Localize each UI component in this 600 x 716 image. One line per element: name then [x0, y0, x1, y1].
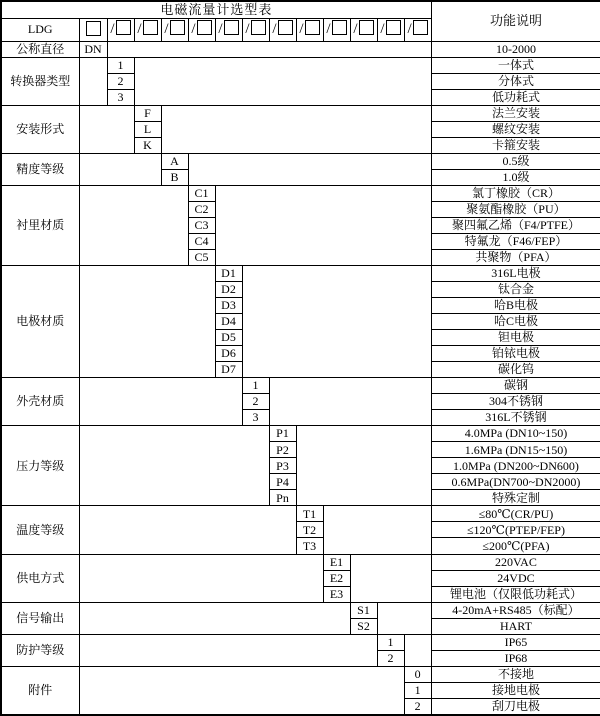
slash-separator: /: [191, 21, 196, 38]
blank-area: [188, 153, 431, 185]
option-code: 2: [377, 650, 404, 666]
empty-box-icon: [143, 20, 158, 35]
table-body: [1, 1, 600, 715]
option-code: T3: [296, 538, 323, 554]
option-description: 特氟龙（F46/FEP）: [431, 233, 600, 249]
table-row: [1, 506, 600, 522]
option-description: 24VDC: [431, 570, 600, 586]
option-code: E1: [323, 554, 350, 570]
table-row: [1, 378, 600, 394]
option-code: D5: [215, 330, 242, 346]
table-row: [1, 602, 600, 618]
table-row: [1, 265, 600, 281]
slash-separator: /: [110, 21, 115, 38]
option-description: 刮刀电极: [431, 698, 600, 715]
model-box-cell: [188, 18, 215, 41]
option-description: 316L电极: [431, 265, 600, 281]
option-description: ≤200℃(PFA): [431, 538, 600, 554]
slash-separator: /: [326, 21, 331, 38]
empty-box-icon: [359, 20, 374, 35]
slash-separator: /: [353, 21, 358, 38]
option-code: 3: [242, 410, 269, 426]
table-row: [1, 634, 600, 650]
model-box-cell: [215, 18, 242, 41]
blank-area: [404, 634, 431, 666]
option-code: 1: [404, 682, 431, 698]
blank-area: [350, 554, 431, 602]
option-description: 哈C电极: [431, 314, 600, 330]
slash-separator: /: [380, 21, 385, 38]
option-code: E3: [323, 586, 350, 602]
option-description: 钽电极: [431, 330, 600, 346]
option-description: 0.5级: [431, 153, 600, 169]
option-description: 4-20mA+RS485（标配）: [431, 602, 600, 618]
option-code: 1: [107, 57, 134, 73]
table-row: [1, 105, 600, 121]
slash-separator: /: [272, 21, 277, 38]
model-box-cell: [377, 18, 404, 41]
option-code: P3: [269, 458, 296, 474]
table-row: [1, 554, 600, 570]
blank-area: [79, 426, 269, 506]
option-description: 螺纹安装: [431, 121, 600, 137]
option-code: D3: [215, 298, 242, 314]
section-label: 外壳材质: [1, 378, 79, 426]
option-code: E2: [323, 570, 350, 586]
option-code: 2: [107, 73, 134, 89]
section-label: 压力等级: [1, 426, 79, 506]
model-box-cell: [404, 18, 431, 41]
blank-area: [296, 426, 431, 506]
blank-area: [242, 265, 431, 377]
blank-area: [269, 378, 431, 426]
option-description: 一体式: [431, 57, 600, 73]
table-row: [1, 153, 600, 169]
option-code: B: [161, 169, 188, 185]
option-code: D4: [215, 314, 242, 330]
option-description: 聚氨酯橡胶（PU）: [431, 201, 600, 217]
option-code: 3: [107, 89, 134, 105]
option-description: 法兰安装: [431, 105, 600, 121]
option-description: 钛合金: [431, 281, 600, 297]
empty-box-icon: [224, 20, 239, 35]
empty-box-icon: [305, 20, 320, 35]
blank-area: [79, 506, 296, 554]
option-description: 铂铱电极: [431, 346, 600, 362]
option-description: IP65: [431, 634, 600, 650]
option-description: 接地电极: [431, 682, 600, 698]
empty-box-icon: [413, 20, 428, 35]
blank-area: [323, 506, 431, 554]
option-description: IP68: [431, 650, 600, 666]
table-row: [1, 1, 600, 18]
option-description: 共聚物（PFA）: [431, 249, 600, 265]
option-description: 1.0级: [431, 169, 600, 185]
option-description: 316L不锈钢: [431, 410, 600, 426]
option-description: 1.6MPa (DN15~150): [431, 442, 600, 458]
blank-area: [79, 185, 188, 265]
diameter-desc: 10-2000: [431, 41, 600, 57]
option-description: 分体式: [431, 73, 600, 89]
option-code: T2: [296, 522, 323, 538]
option-description: 不接地: [431, 666, 600, 682]
section-label: 防护等级: [1, 634, 79, 666]
table-row: [1, 185, 600, 201]
option-code: P1: [269, 426, 296, 442]
blank-area: [107, 41, 431, 57]
section-label: 供电方式: [1, 554, 79, 602]
section-label: 衬里材质: [1, 185, 79, 265]
table-row: [1, 426, 600, 442]
diameter-code: DN: [79, 41, 107, 57]
page-title: 电磁流量计选型表: [1, 1, 431, 18]
model-box-cell: [242, 18, 269, 41]
blank-area: [215, 185, 431, 265]
model-box-cell: [269, 18, 296, 41]
option-code: D2: [215, 281, 242, 297]
table-row: [1, 41, 600, 57]
blank-area: [161, 105, 431, 153]
blank-area: [377, 602, 431, 634]
section-label: 安装形式: [1, 105, 79, 153]
option-code: C1: [188, 185, 215, 201]
function-column-header: 功能说明: [431, 1, 600, 41]
empty-box-icon: [278, 20, 293, 35]
section-label: 温度等级: [1, 506, 79, 554]
row-label-diameter: 公称直径: [1, 41, 79, 57]
blank-area: [79, 153, 161, 185]
model-box-cell: [79, 18, 107, 41]
option-description: 聚四氟乙烯（F4/PTFE）: [431, 217, 600, 233]
slash-separator: /: [137, 21, 142, 38]
blank-area: [79, 634, 377, 666]
slash-separator: /: [218, 21, 223, 38]
slash-separator: /: [299, 21, 304, 38]
option-code: P4: [269, 474, 296, 490]
model-box-cell: [107, 18, 134, 41]
option-code: 0: [404, 666, 431, 682]
blank-area: [79, 602, 350, 634]
option-code: 2: [404, 698, 431, 715]
option-code: T1: [296, 506, 323, 522]
option-description: 氯丁橡胶（CR）: [431, 185, 600, 201]
model-prefix: LDG: [1, 18, 79, 41]
option-description: ≤80℃(CR/PU): [431, 506, 600, 522]
option-description: 1.0MPa (DN200~DN600): [431, 458, 600, 474]
blank-area: [79, 105, 134, 153]
option-description: 304不锈钢: [431, 394, 600, 410]
model-box-cell: [323, 18, 350, 41]
option-code: F: [134, 105, 161, 121]
section-label: 信号输出: [1, 602, 79, 634]
slash-separator: /: [164, 21, 169, 38]
option-code: C2: [188, 201, 215, 217]
empty-box-icon: [251, 20, 266, 35]
option-code: D7: [215, 362, 242, 378]
model-box-cell: [161, 18, 188, 41]
blank-area: [79, 666, 404, 715]
option-code: L: [134, 121, 161, 137]
option-code: C3: [188, 217, 215, 233]
slash-separator: /: [245, 21, 250, 38]
option-code: P2: [269, 442, 296, 458]
empty-box-icon: [116, 20, 131, 35]
option-code: D6: [215, 346, 242, 362]
option-code: A: [161, 153, 188, 169]
option-code: Pn: [269, 490, 296, 506]
empty-box-icon: [86, 21, 101, 36]
option-description: HART: [431, 618, 600, 634]
option-description: 特殊定制: [431, 490, 600, 506]
option-description: 碳化钨: [431, 362, 600, 378]
table-row: [1, 666, 600, 682]
section-label: 精度等级: [1, 153, 79, 185]
blank-area: [79, 554, 323, 602]
option-code: C5: [188, 249, 215, 265]
option-code: 1: [242, 378, 269, 394]
model-box-cell: [296, 18, 323, 41]
option-description: 碳钢: [431, 378, 600, 394]
model-box-cell: [350, 18, 377, 41]
section-label: 转换器类型: [1, 57, 79, 105]
option-description: ≤120℃(PTEP/FEP): [431, 522, 600, 538]
option-description: 哈B电极: [431, 298, 600, 314]
empty-box-icon: [386, 20, 401, 35]
section-label: 附件: [1, 666, 79, 715]
table-row: [1, 57, 600, 73]
empty-box-icon: [332, 20, 347, 35]
empty-box-icon: [170, 20, 185, 35]
option-code: D1: [215, 265, 242, 281]
blank-area: [79, 378, 242, 426]
option-code: C4: [188, 233, 215, 249]
blank-area: [134, 57, 431, 105]
option-description: 锂电池（仅限低功耗式）: [431, 586, 600, 602]
blank-area: [79, 57, 107, 105]
option-description: 低功耗式: [431, 89, 600, 105]
option-code: 2: [242, 394, 269, 410]
option-code: S1: [350, 602, 377, 618]
section-label: 电极材质: [1, 265, 79, 377]
option-description: 0.6MPa(DN700~DN2000): [431, 474, 600, 490]
option-description: 卡箍安装: [431, 137, 600, 153]
option-code: 1: [377, 634, 404, 650]
slash-separator: /: [407, 21, 412, 38]
model-box-cell: [134, 18, 161, 41]
option-code: K: [134, 137, 161, 153]
blank-area: [79, 265, 215, 377]
option-description: 220VAC: [431, 554, 600, 570]
option-code: S2: [350, 618, 377, 634]
empty-box-icon: [197, 20, 212, 35]
option-description: 4.0MPa (DN10~150): [431, 426, 600, 442]
